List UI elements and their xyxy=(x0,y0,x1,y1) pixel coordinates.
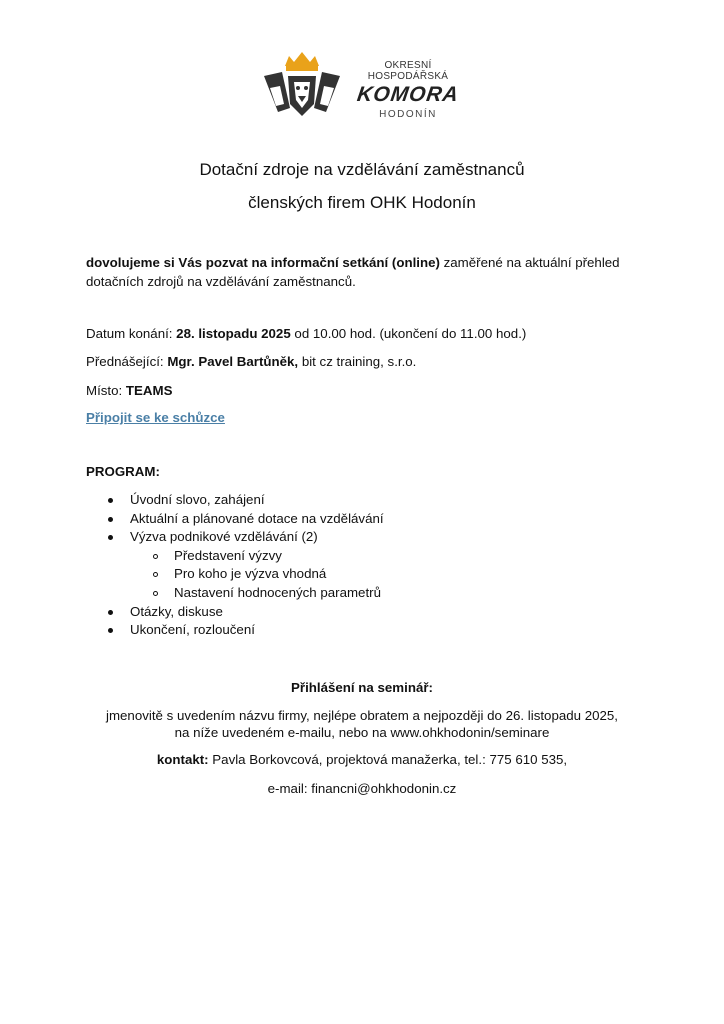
program-heading: PROGRAM: xyxy=(86,464,160,479)
intro-rest: zaměřené na aktuální přehled dotačních zdrojů na vzdělávání zaměstnanců. xyxy=(86,255,620,289)
page-title-line-1: Dotační zdroje na vzdělávání zaměstnanců xyxy=(199,160,525,179)
logo-main-text: KOMORA xyxy=(355,83,461,106)
date-value: 28. listopadu 2025 xyxy=(176,326,291,341)
join-meeting-link[interactable]: Připojit se ke schůzce xyxy=(86,410,225,425)
bullet-icon xyxy=(108,610,113,615)
document-page: OKRESNÍ HOSPODÁŘSKÁ KOMORA HODONÍN Dotační zdroje na vzdělávání zaměstnanců členských firem OHK Hodonín dovolujeme si Vás pozvat na informační setkání (online) zaměřené na aktuální přehled dotačních zdrojů na vzdělávání zaměstnanců. Datum konání: 28. listopadu 2025 od 10.00 hod. (ukončení do 11.00 hod.) Přednášející: Mgr. Pavel Bartůněk, bit cz training, s.r.o. Místo: TEAMS Připojit se ke schůzce PROGRAM: Úvodní slovo, zahájení Aktuální a plánované dotace na vzdělávání Výzva podnikové vzdělávání (2) Představení výzvy Pro koho je výzva vhodná Nastavení hodnocených parametrů Otázky, diskuse Ukončení, rozloučení Přihlášení na seminář: jmenovitě s uvedením názvu firmy, nejlépe obratem a nejpozději do 26. listopadu 2025, na níže uvedeném e-mailu, nebo na www.ohkhodonin/seminare kontakt: Pavla Borkovcová, projektová manažerka, tel.: 775 610 535, e-mail: financni@ohkhodonin.cz xyxy=(0,0,724,1024)
place-value: TEAMS xyxy=(125,383,173,398)
bullet-icon xyxy=(108,498,113,503)
event-date-row xyxy=(86,324,526,343)
registration-text-line-2: na níže uvedeném e-mailu, nebo na www.ohkhodonin/seminare xyxy=(174,725,550,740)
chamber-emblem-icon xyxy=(258,48,346,128)
intro-bold: dovolujeme si Vás pozvat na informační setkání (online) xyxy=(86,255,440,270)
circle-bullet-icon xyxy=(153,572,158,577)
intro-paragraph xyxy=(86,253,646,291)
bullet-icon xyxy=(108,535,113,540)
lecturer-name: Mgr. Pavel Bartůněk, xyxy=(167,354,299,369)
place-label: Místo: xyxy=(86,383,126,398)
contact-value: Pavla Borkovcová, projektová manažerka, tel.: 775 610 535, xyxy=(208,752,568,767)
logo-text xyxy=(346,60,470,120)
lecturer-company: bit cz training, s.r.o. xyxy=(298,354,417,369)
date-rest: od 10.00 hod. (ukončení do 11.00 hod.) xyxy=(290,326,527,341)
logo-city-text: HODONÍN xyxy=(379,109,437,120)
bullet-icon xyxy=(108,628,113,633)
page-title-line-2: členských firem OHK Hodonín xyxy=(248,193,476,212)
place-row xyxy=(86,381,172,400)
ohk-logo xyxy=(258,48,470,128)
lecturer-label: Přednášející: xyxy=(86,354,168,369)
lecturer-row xyxy=(86,352,416,371)
registration-text-line-1: jmenovitě s uvedením názvu firmy, nejlépe obratem a nejpozději do 26. listopadu 2025, xyxy=(106,708,618,723)
contact-label: kontakt: xyxy=(156,752,209,767)
circle-bullet-icon xyxy=(153,591,158,596)
logo-top-text: OKRESNÍ HOSPODÁŘSKÁ xyxy=(367,60,449,82)
circle-bullet-icon xyxy=(153,554,158,559)
registration-heading: Přihlášení na seminář: xyxy=(291,680,433,695)
contact-line xyxy=(0,751,724,768)
contact-email: e-mail: financni@ohkhodonin.cz xyxy=(267,781,457,796)
date-label: Datum konání: xyxy=(86,326,177,341)
bullet-icon xyxy=(108,517,113,522)
